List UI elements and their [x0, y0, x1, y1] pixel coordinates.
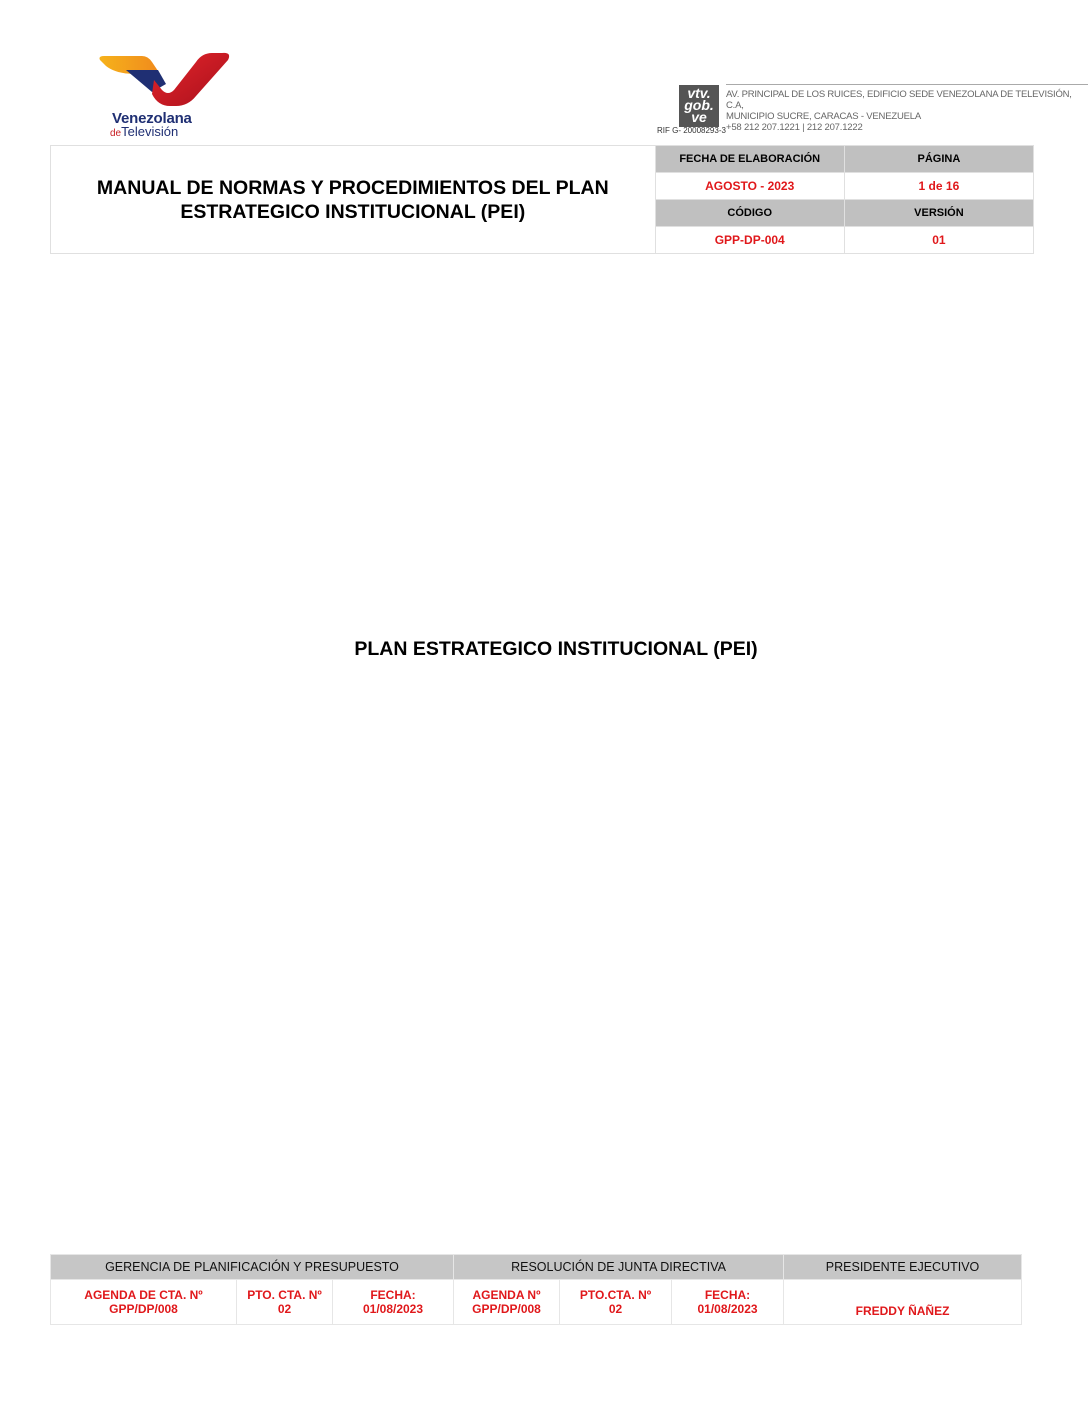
cover-title: PLAN ESTRATEGICO INSTITUCIONAL (PEI): [354, 638, 758, 660]
document-header-table: [50, 145, 1034, 254]
pagina-value: 1 de 16: [844, 173, 1033, 200]
document-title: MANUAL DE NORMAS Y PROCEDIMIENTOS DEL PLAN ESTRATEGICO INSTITUCIONAL (PEI): [51, 146, 656, 254]
company-logo: [96, 50, 246, 140]
approval-table: [50, 1254, 1022, 1325]
fecha-value: AGOSTO - 2023: [655, 173, 844, 200]
address-line: MUNICIPIO SUCRE, CARACAS - VENEZUELA: [726, 111, 921, 122]
gerencia-agenda: AGENDA DE CTA. Nº GPP/DP/008: [51, 1280, 237, 1325]
gerencia-fecha: FECHA: 01/08/2023: [333, 1280, 454, 1325]
resolucion-header: RESOLUCIÓN DE JUNTA DIRECTIVA: [454, 1255, 784, 1280]
codigo-value: GPP-DP-004: [655, 227, 844, 254]
presidente-name: FREDDY ÑAÑEZ: [784, 1280, 1022, 1325]
address-line: +58 212 207.1221 | 212 207.1222: [726, 122, 863, 133]
address-line: AV. PRINCIPAL DE LOS RUICES, EDIFICIO SEDE VENEZOLANA DE TELEVISIÓN, C.A,: [726, 89, 1072, 111]
resolucion-fecha: FECHA: 01/08/2023: [672, 1280, 784, 1325]
rif-number: RIF G- 20008293-3: [657, 126, 726, 135]
vtv-badge: vtv. gob. ve: [679, 85, 719, 127]
pagina-label: PÁGINA: [844, 146, 1033, 173]
gerencia-header: GERENCIA DE PLANIFICACIÓN Y PRESUPUESTO: [51, 1255, 454, 1280]
codigo-label: CÓDIGO: [655, 200, 844, 227]
version-label: VERSIÓN: [844, 200, 1033, 227]
fecha-label: FECHA DE ELABORACIÓN: [655, 146, 844, 173]
address-block: [726, 89, 1088, 133]
resolucion-agenda: AGENDA Nº GPP/DP/008: [454, 1280, 560, 1325]
resolucion-pto: PTO.CTA. Nº 02: [560, 1280, 672, 1325]
logo-mark-icon: [96, 50, 236, 110]
header-rule: [726, 84, 1088, 85]
gerencia-pto: PTO. CTA. Nº 02: [237, 1280, 333, 1325]
logo-wordmark: Venezolana: [112, 110, 192, 127]
logo-subtitle: deTelevisión: [110, 124, 179, 139]
version-value: 01: [844, 227, 1033, 254]
presidente-header: PRESIDENTE EJECUTIVO: [784, 1255, 1022, 1280]
